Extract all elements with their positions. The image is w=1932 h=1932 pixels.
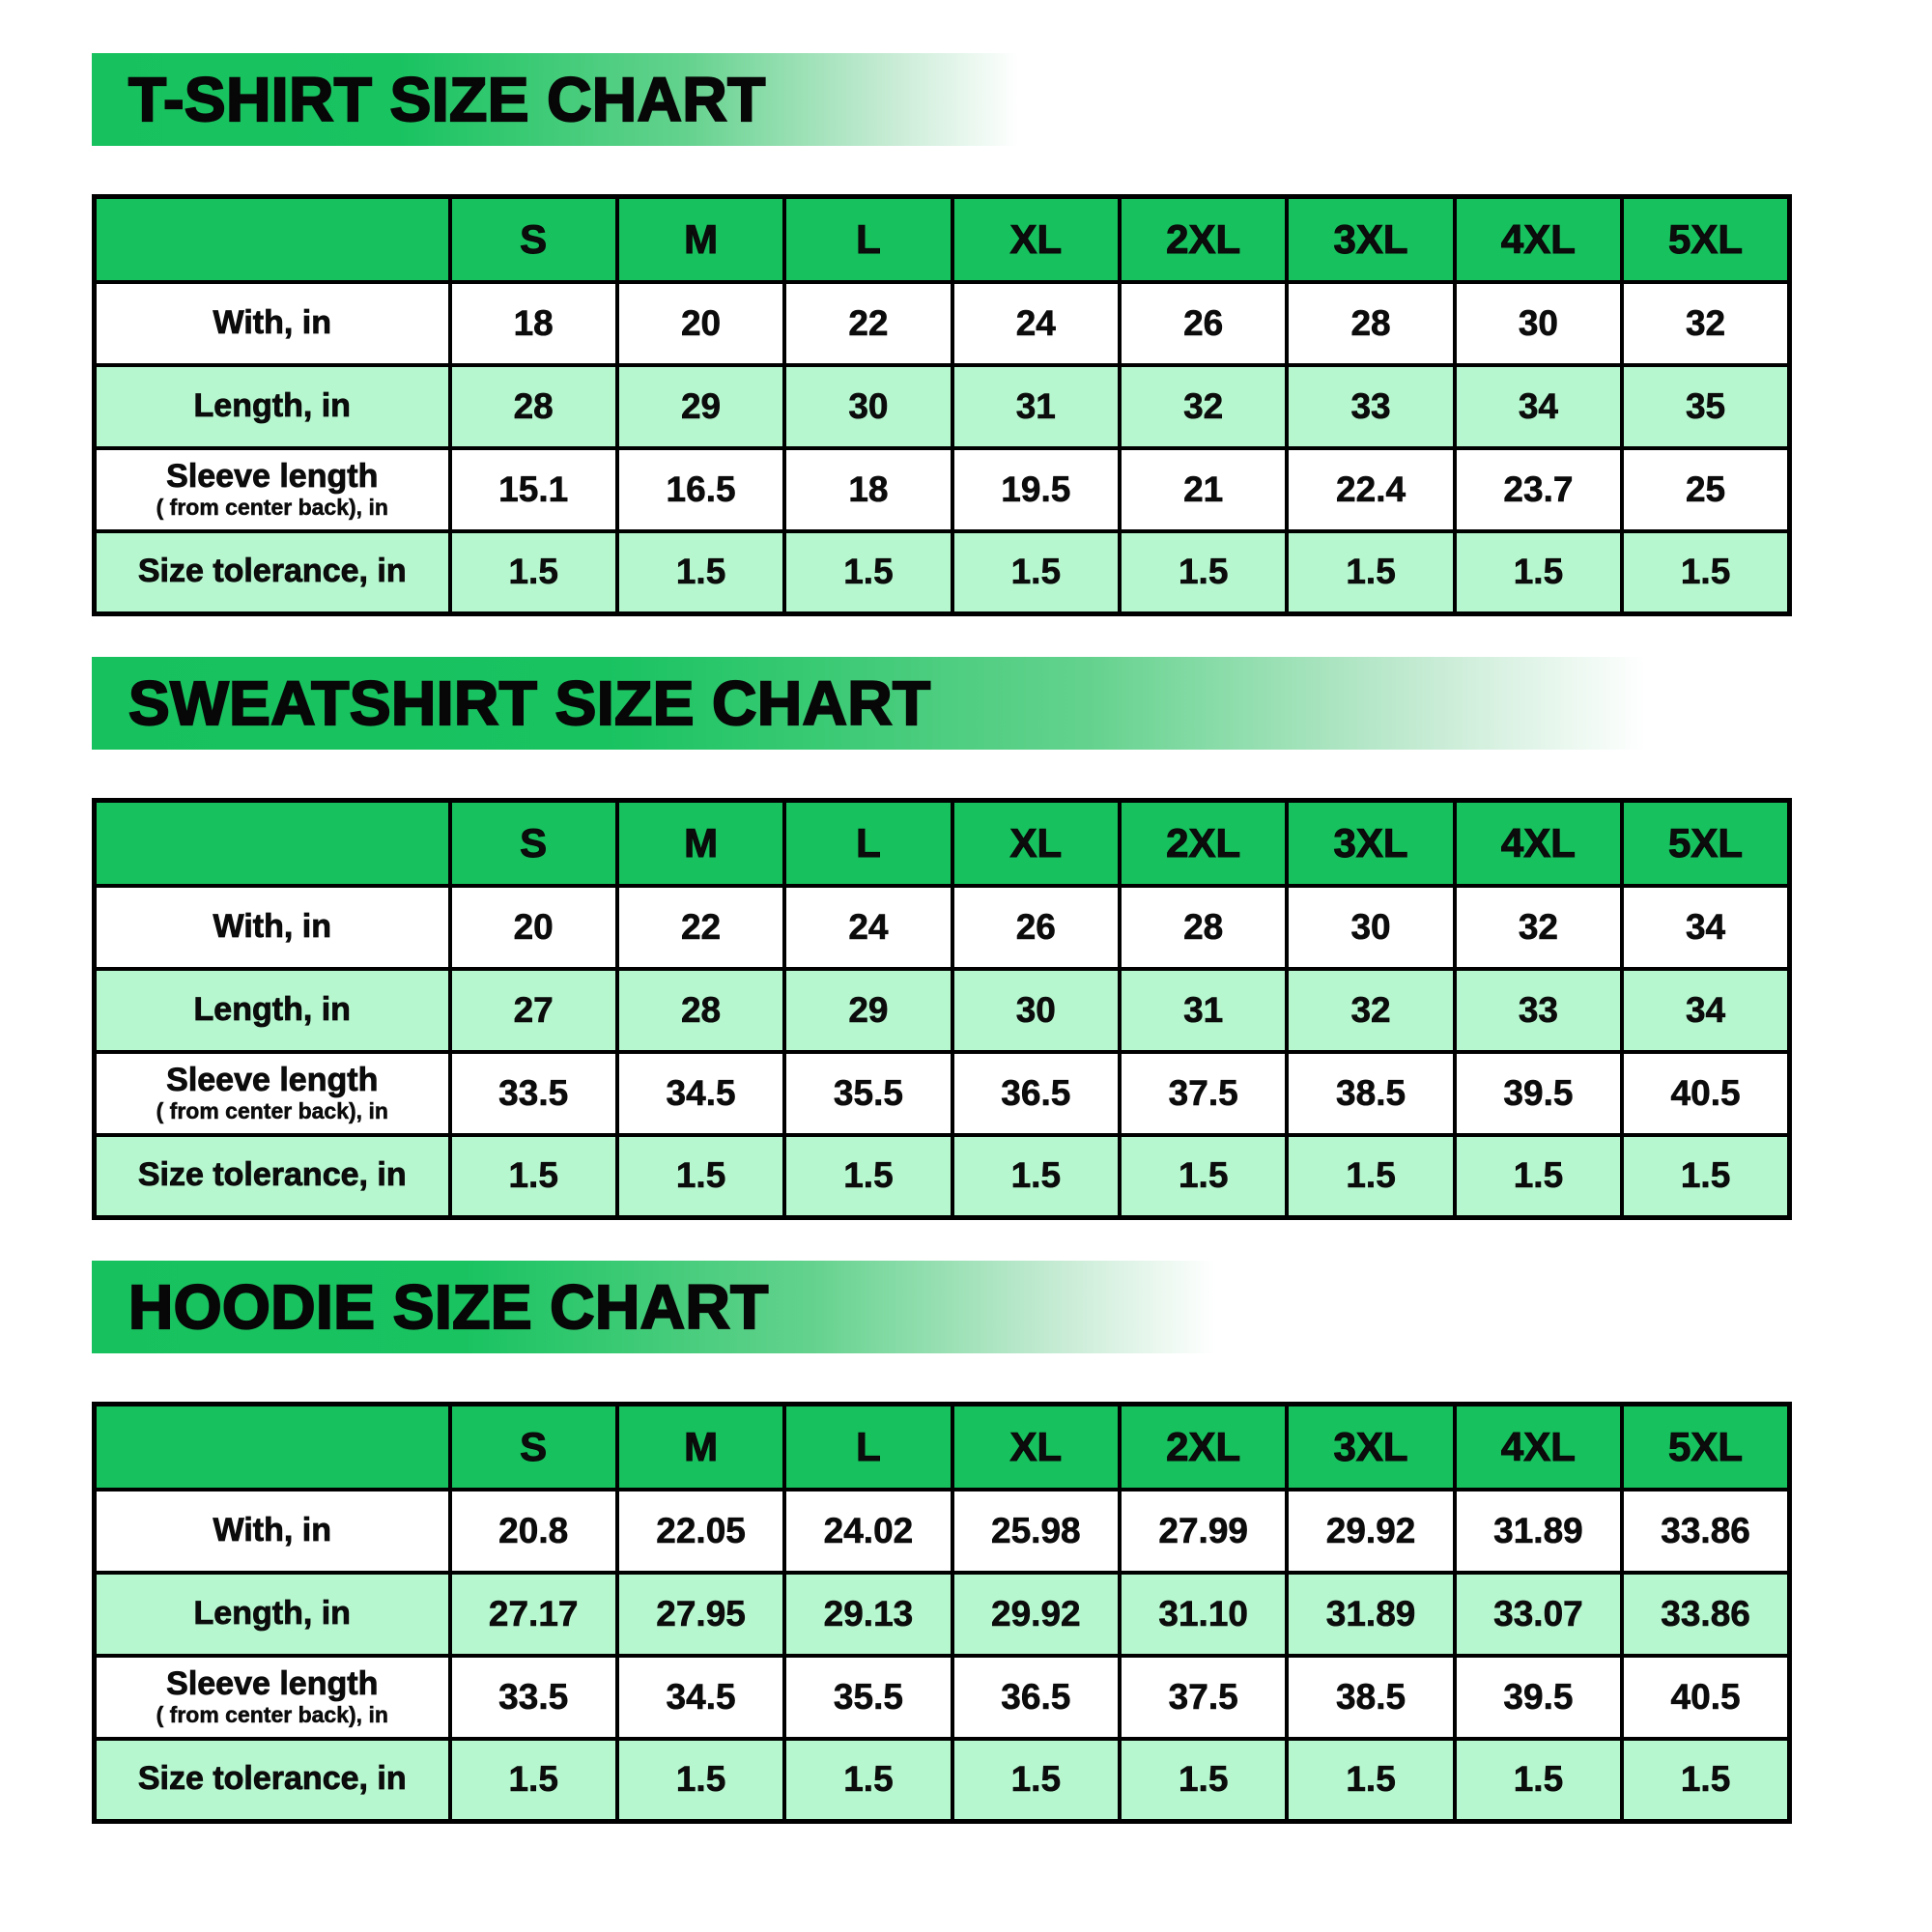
cell-value: 22.4 xyxy=(1287,448,1454,531)
cell-value: 31 xyxy=(1120,969,1287,1052)
table-row xyxy=(95,1656,1790,1739)
size-column-header: 2XL xyxy=(1120,801,1287,886)
size-header-row xyxy=(95,197,1790,282)
row-label-text: With, in xyxy=(213,1511,331,1548)
cell-value: 26 xyxy=(1120,282,1287,365)
cell-value: 24 xyxy=(784,886,952,969)
corner-cell xyxy=(95,801,450,886)
cell-value: 28 xyxy=(1287,282,1454,365)
cell-value: 35 xyxy=(1622,365,1789,448)
section-title: SWEATSHIRT SIZE CHART xyxy=(128,668,931,738)
size-header-row xyxy=(95,1405,1790,1490)
size-column-header: 3XL xyxy=(1287,1405,1454,1490)
cell-value: 27.99 xyxy=(1120,1490,1287,1573)
cell-value: 1.5 xyxy=(952,1135,1120,1218)
cell-value: 31 xyxy=(952,365,1120,448)
cell-value: 20 xyxy=(617,282,784,365)
cell-value: 1.5 xyxy=(952,1739,1120,1822)
size-column-header: 3XL xyxy=(1287,801,1454,886)
cell-value: 28 xyxy=(1120,886,1287,969)
table-row xyxy=(95,969,1790,1052)
row-label-text: Size tolerance, in xyxy=(137,1156,407,1194)
cell-value: 1.5 xyxy=(784,1739,952,1822)
cell-value: 1.5 xyxy=(1120,1739,1287,1822)
cell-value: 32 xyxy=(1455,886,1622,969)
cell-value: 31.89 xyxy=(1287,1573,1454,1656)
cell-value: 33 xyxy=(1287,365,1454,448)
size-column-header: 2XL xyxy=(1120,1405,1287,1490)
cell-value: 24 xyxy=(952,282,1120,365)
cell-value: 18 xyxy=(784,448,952,531)
row-label xyxy=(95,1656,450,1739)
corner-cell xyxy=(95,197,450,282)
cell-value: 28 xyxy=(450,365,617,448)
size-column-header: S xyxy=(450,1405,617,1490)
row-sublabel-text: ( from center back), in xyxy=(156,495,388,521)
row-label xyxy=(95,531,450,614)
size-column-header: L xyxy=(784,1405,952,1490)
size-column-header: XL xyxy=(952,801,1120,886)
row-label-text: Length, in xyxy=(193,990,351,1028)
row-label xyxy=(95,1135,450,1218)
cell-value: 32 xyxy=(1120,365,1287,448)
size-column-header: M xyxy=(617,801,784,886)
cell-value: 27.17 xyxy=(450,1573,617,1656)
cell-value: 23.7 xyxy=(1455,448,1622,531)
cell-value: 18 xyxy=(450,282,617,365)
cell-value: 40.5 xyxy=(1622,1656,1789,1739)
cell-value: 30 xyxy=(952,969,1120,1052)
table-row xyxy=(95,1490,1790,1573)
cell-value: 22.05 xyxy=(617,1490,784,1573)
size-header-row xyxy=(95,801,1790,886)
chart-section xyxy=(92,657,1932,1220)
cell-value: 25.98 xyxy=(952,1490,1120,1573)
size-column-header: 3XL xyxy=(1287,197,1454,282)
cell-value: 34.5 xyxy=(617,1656,784,1739)
cell-value: 34.5 xyxy=(617,1052,784,1135)
cell-value: 32 xyxy=(1287,969,1454,1052)
cell-value: 34 xyxy=(1455,365,1622,448)
cell-value: 1.5 xyxy=(952,531,1120,614)
table-row xyxy=(95,886,1790,969)
cell-value: 27 xyxy=(450,969,617,1052)
size-column-header: L xyxy=(784,801,952,886)
size-table xyxy=(92,798,1792,1220)
section-title-band xyxy=(92,657,1695,750)
cell-value: 28 xyxy=(617,969,784,1052)
cell-value: 1.5 xyxy=(1287,1739,1454,1822)
cell-value: 36.5 xyxy=(952,1052,1120,1135)
cell-value: 1.5 xyxy=(1120,1135,1287,1218)
corner-cell xyxy=(95,1405,450,1490)
row-label xyxy=(95,1490,450,1573)
cell-value: 1.5 xyxy=(450,1135,617,1218)
size-column-header: 4XL xyxy=(1455,197,1622,282)
cell-value: 33.07 xyxy=(1455,1573,1622,1656)
cell-value: 1.5 xyxy=(1287,531,1454,614)
cell-value: 16.5 xyxy=(617,448,784,531)
cell-value: 38.5 xyxy=(1287,1656,1454,1739)
section-title-band xyxy=(92,1261,1251,1353)
cell-value: 25 xyxy=(1622,448,1789,531)
section-title-band xyxy=(92,53,1048,146)
table-row xyxy=(95,1573,1790,1656)
cell-value: 35.5 xyxy=(784,1052,952,1135)
row-label xyxy=(95,1739,450,1822)
cell-value: 39.5 xyxy=(1455,1656,1622,1739)
cell-value: 1.5 xyxy=(1455,531,1622,614)
row-label-text: Size tolerance, in xyxy=(137,553,407,590)
cell-value: 1.5 xyxy=(617,1135,784,1218)
cell-value: 1.5 xyxy=(617,531,784,614)
cell-value: 34 xyxy=(1622,886,1789,969)
row-label xyxy=(95,365,450,448)
cell-value: 33 xyxy=(1455,969,1622,1052)
cell-value: 20.8 xyxy=(450,1490,617,1573)
cell-value: 30 xyxy=(1287,886,1454,969)
table-row xyxy=(95,282,1790,365)
row-label xyxy=(95,448,450,531)
section-title: T-SHIRT SIZE CHART xyxy=(128,65,766,134)
cell-value: 31.10 xyxy=(1120,1573,1287,1656)
row-label-text: Size tolerance, in xyxy=(137,1760,407,1798)
size-column-header: 2XL xyxy=(1120,197,1287,282)
row-label-text: Sleeve length xyxy=(166,457,379,495)
cell-value: 31.89 xyxy=(1455,1490,1622,1573)
cell-value: 19.5 xyxy=(952,448,1120,531)
cell-value: 1.5 xyxy=(784,531,952,614)
row-label xyxy=(95,1052,450,1135)
cell-value: 37.5 xyxy=(1120,1656,1287,1739)
row-sublabel-text: ( from center back), in xyxy=(156,1098,388,1124)
chart-section xyxy=(92,1261,1932,1824)
size-column-header: 5XL xyxy=(1622,197,1789,282)
size-column-header: S xyxy=(450,197,617,282)
section-title: HOODIE SIZE CHART xyxy=(128,1272,769,1342)
cell-value: 1.5 xyxy=(1622,531,1789,614)
cell-value: 1.5 xyxy=(617,1739,784,1822)
cell-value: 30 xyxy=(1455,282,1622,365)
size-column-header: XL xyxy=(952,197,1120,282)
cell-value: 1.5 xyxy=(450,531,617,614)
cell-value: 1.5 xyxy=(1622,1739,1789,1822)
cell-value: 29.92 xyxy=(1287,1490,1454,1573)
cell-value: 1.5 xyxy=(1622,1135,1789,1218)
row-label-text: Sleeve length xyxy=(166,1664,379,1702)
cell-value: 29 xyxy=(784,969,952,1052)
cell-value: 21 xyxy=(1120,448,1287,531)
cell-value: 30 xyxy=(784,365,952,448)
table-row xyxy=(95,448,1790,531)
row-label xyxy=(95,1573,450,1656)
cell-value: 38.5 xyxy=(1287,1052,1454,1135)
cell-value: 1.5 xyxy=(1455,1135,1622,1218)
cell-value: 27.95 xyxy=(617,1573,784,1656)
row-label-text: Length, in xyxy=(193,386,351,424)
size-column-header: S xyxy=(450,801,617,886)
row-label-text: Length, in xyxy=(193,1594,351,1632)
cell-value: 35.5 xyxy=(784,1656,952,1739)
row-label-text: With, in xyxy=(213,303,331,341)
cell-value: 22 xyxy=(784,282,952,365)
table-row xyxy=(95,531,1790,614)
cell-value: 1.5 xyxy=(784,1135,952,1218)
cell-value: 33.86 xyxy=(1622,1490,1789,1573)
cell-value: 29.13 xyxy=(784,1573,952,1656)
cell-value: 22 xyxy=(617,886,784,969)
cell-value: 1.5 xyxy=(1455,1739,1622,1822)
size-column-header: 5XL xyxy=(1622,801,1789,886)
cell-value: 1.5 xyxy=(450,1739,617,1822)
row-label xyxy=(95,969,450,1052)
cell-value: 1.5 xyxy=(1287,1135,1454,1218)
cell-value: 37.5 xyxy=(1120,1052,1287,1135)
size-column-header: M xyxy=(617,1405,784,1490)
table-row xyxy=(95,1052,1790,1135)
size-column-header: L xyxy=(784,197,952,282)
chart-section xyxy=(92,53,1932,616)
cell-value: 1.5 xyxy=(1120,531,1287,614)
cell-value: 33.5 xyxy=(450,1656,617,1739)
cell-value: 29.92 xyxy=(952,1573,1120,1656)
size-column-header: 5XL xyxy=(1622,1405,1789,1490)
row-label xyxy=(95,282,450,365)
size-column-header: M xyxy=(617,197,784,282)
cell-value: 34 xyxy=(1622,969,1789,1052)
size-table xyxy=(92,194,1792,616)
cell-value: 36.5 xyxy=(952,1656,1120,1739)
cell-value: 29 xyxy=(617,365,784,448)
row-sublabel-text: ( from center back), in xyxy=(156,1702,388,1728)
cell-value: 26 xyxy=(952,886,1120,969)
row-label xyxy=(95,886,450,969)
table-row xyxy=(95,1739,1790,1822)
cell-value: 24.02 xyxy=(784,1490,952,1573)
row-label-text: With, in xyxy=(213,907,331,945)
row-label-text: Sleeve length xyxy=(166,1061,379,1098)
cell-value: 20 xyxy=(450,886,617,969)
table-row xyxy=(95,365,1790,448)
cell-value: 33.5 xyxy=(450,1052,617,1135)
size-column-header: 4XL xyxy=(1455,1405,1622,1490)
size-column-header: XL xyxy=(952,1405,1120,1490)
size-column-header: 4XL xyxy=(1455,801,1622,886)
table-row xyxy=(95,1135,1790,1218)
cell-value: 32 xyxy=(1622,282,1789,365)
cell-value: 33.86 xyxy=(1622,1573,1789,1656)
cell-value: 40.5 xyxy=(1622,1052,1789,1135)
cell-value: 15.1 xyxy=(450,448,617,531)
size-table xyxy=(92,1402,1792,1824)
cell-value: 39.5 xyxy=(1455,1052,1622,1135)
